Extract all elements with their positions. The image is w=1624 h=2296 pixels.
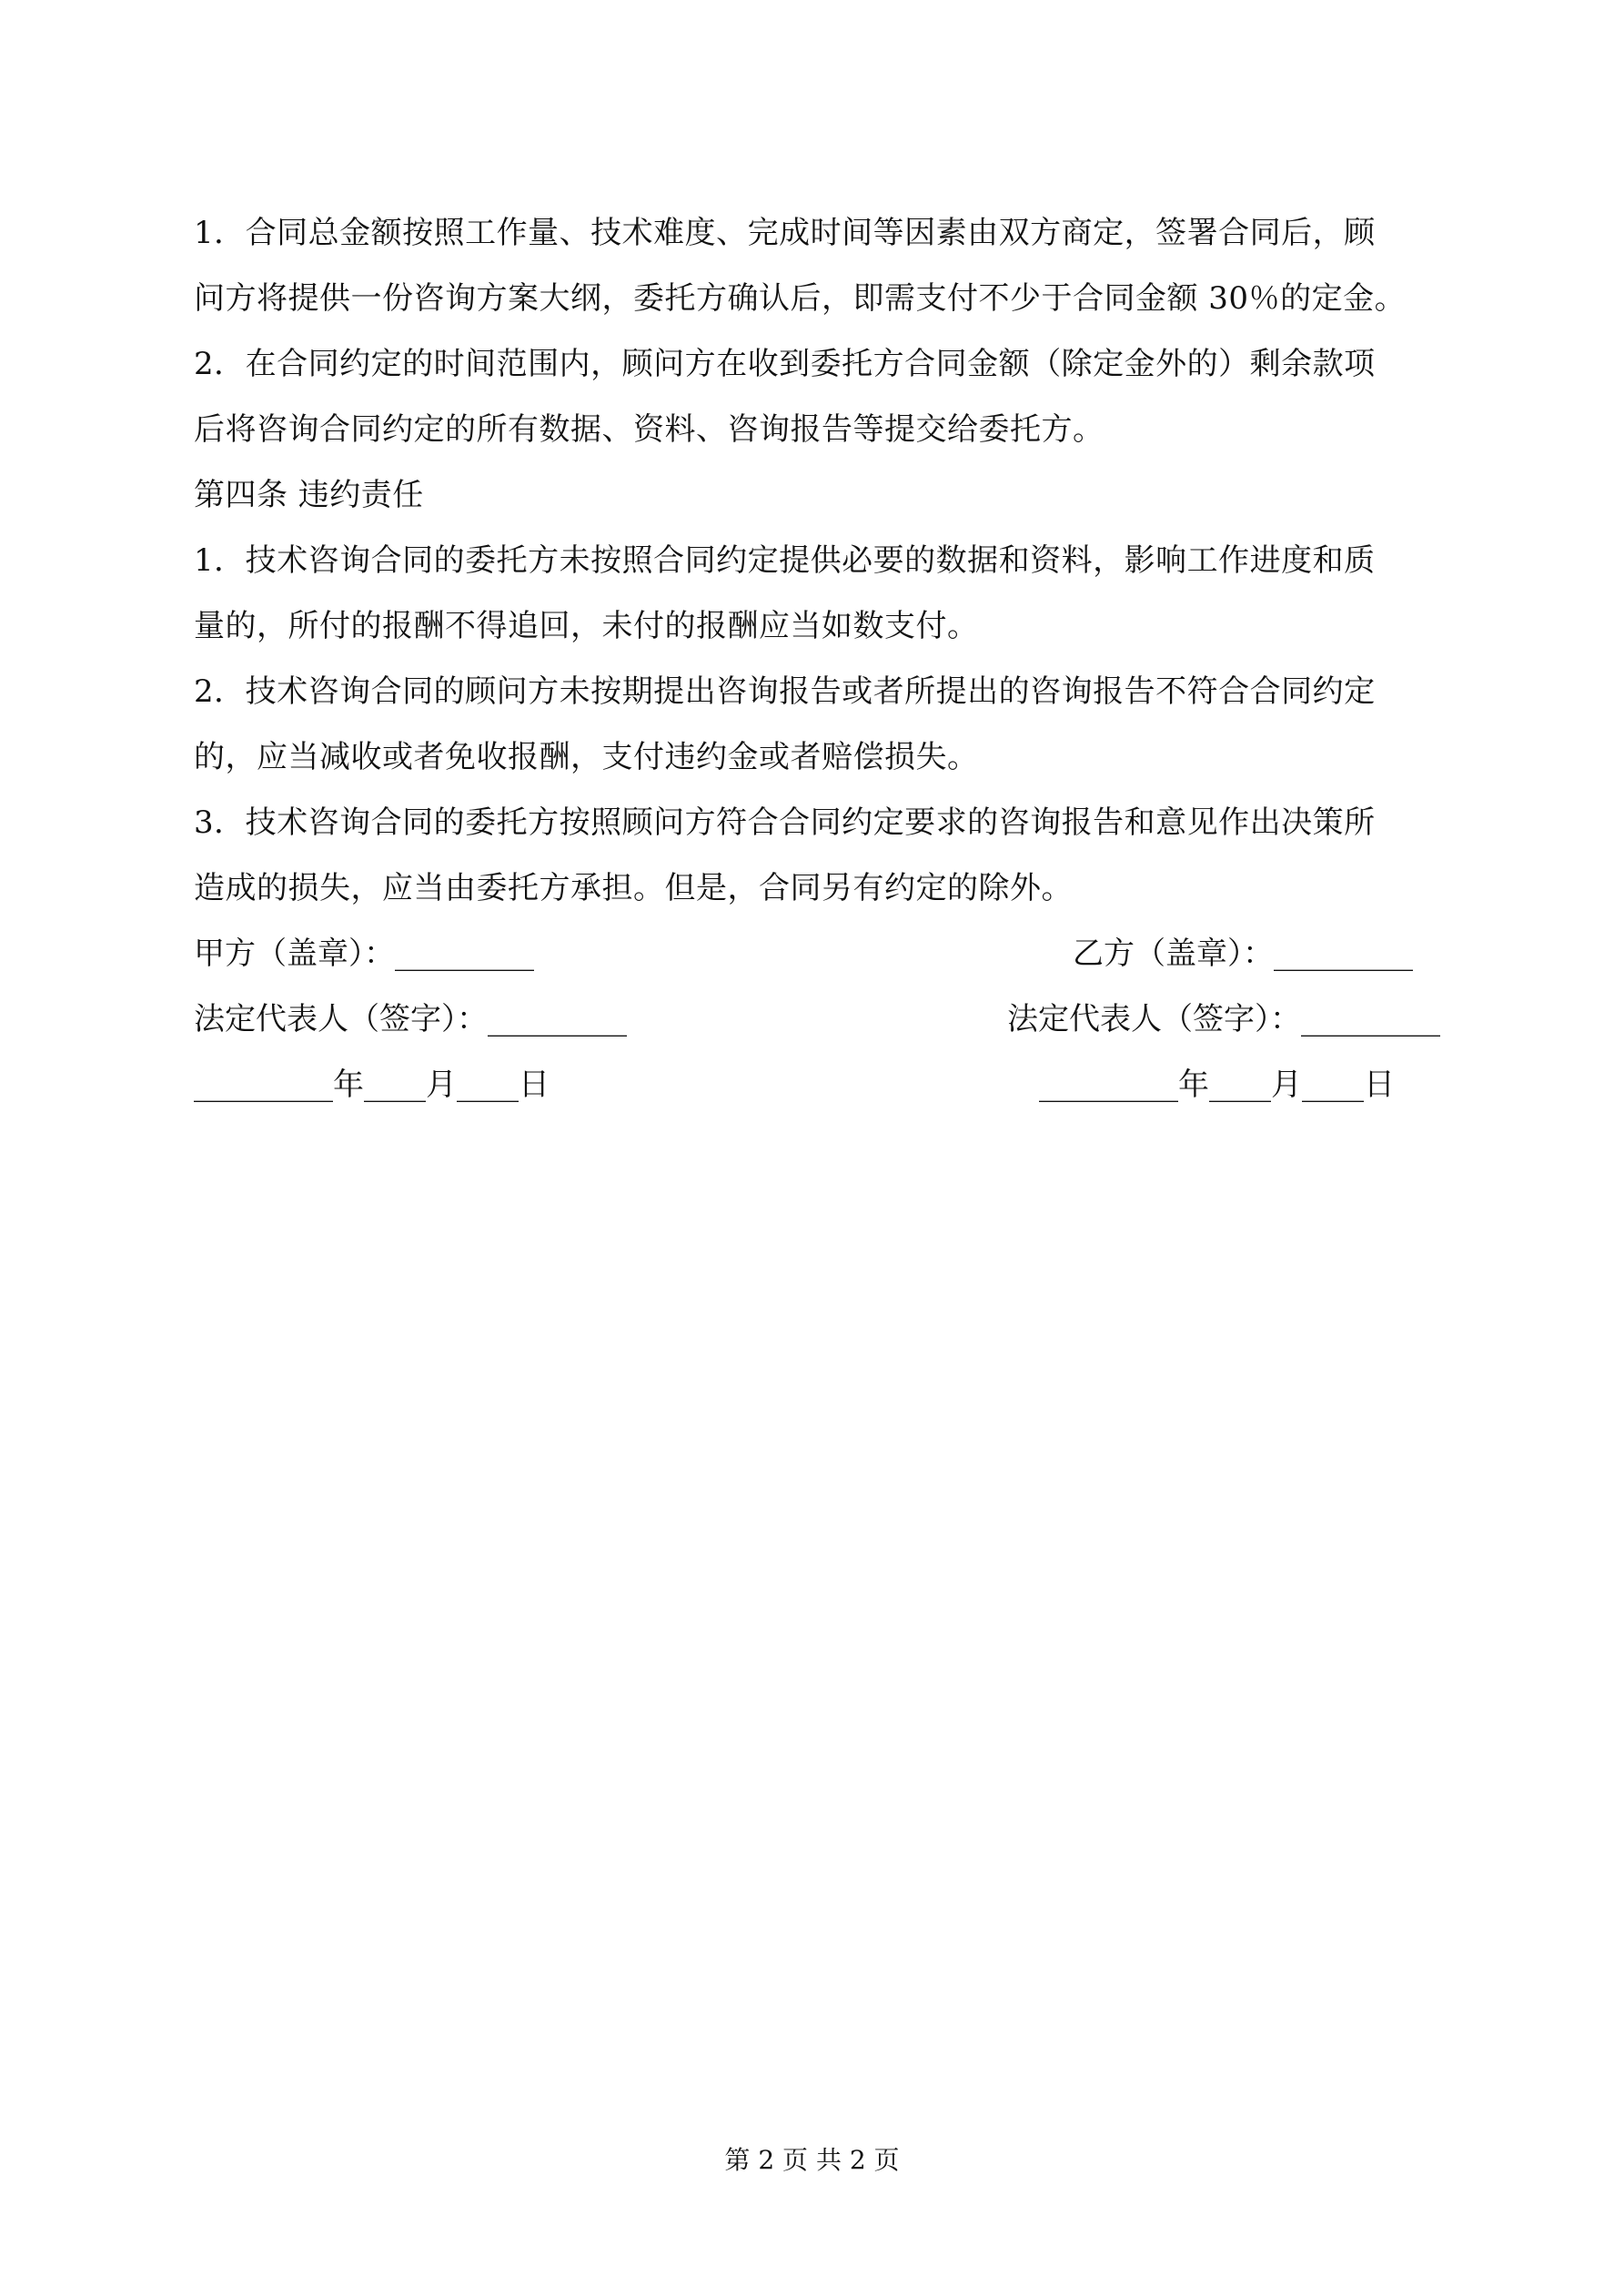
paragraph-line: 造成的损失，应当由委托方承担。但是，合同另有约定的除外。 bbox=[194, 870, 1073, 906]
paragraph-line: 1．技术咨询合同的委托方未按照合同约定提供必要的数据和资料，影响工作进度和质 bbox=[194, 542, 1376, 579]
section-heading: 第四条 违约责任 bbox=[194, 477, 424, 513]
paragraph-line: 问方将提供一份咨询方案大纲，委托方确认后，即需支付不少于合同金额 30％的定金。 bbox=[194, 280, 1407, 317]
party-a-representative: 法定代表人（签字）：_________ bbox=[194, 1001, 627, 1037]
party-a-seal: 甲方（盖章）：_________ bbox=[194, 936, 534, 972]
document-body bbox=[194, 200, 1440, 1118]
paragraph-line: 后将咨询合同约定的所有数据、资料、咨询报告等提交给委托方。 bbox=[194, 411, 1105, 448]
paragraph-line: 量的，所付的报酬不得追回，未付的报酬应当如数支付。 bbox=[194, 608, 979, 644]
signature-rep-row bbox=[194, 986, 1440, 1052]
party-a-date: _________年____月____日 bbox=[194, 1067, 550, 1103]
page-number: 第 2 页 共 2 页 bbox=[724, 2145, 900, 2175]
signature-date-row bbox=[194, 1052, 1440, 1118]
paragraph-line: 的，应当减收或者免收报酬，支付违约金或者赔偿损失。 bbox=[194, 739, 979, 775]
paragraph-line: 1．合同总金额按照工作量、技术难度、完成时间等因素由双方商定，签署合同后，顾 bbox=[194, 215, 1376, 251]
party-b-seal: 乙方（盖章）：_________ bbox=[1073, 936, 1413, 972]
party-b-representative: 法定代表人（签字）：_________ bbox=[1007, 1001, 1440, 1037]
party-b-date: _________年____月____日 bbox=[1039, 1067, 1395, 1103]
paragraph-line: 2．技术咨询合同的顾问方未按期提出咨询报告或者所提出的咨询报告不符合合同约定 bbox=[194, 673, 1376, 710]
signature-seal-row bbox=[194, 921, 1440, 986]
paragraph-line: 2．在合同约定的时间范围内，顾问方在收到委托方合同金额（除定金外的）剩余款项 bbox=[194, 346, 1376, 382]
paragraph-line: 3．技术咨询合同的委托方按照顾问方符合合同约定要求的咨询报告和意见作出决策所 bbox=[194, 804, 1376, 841]
